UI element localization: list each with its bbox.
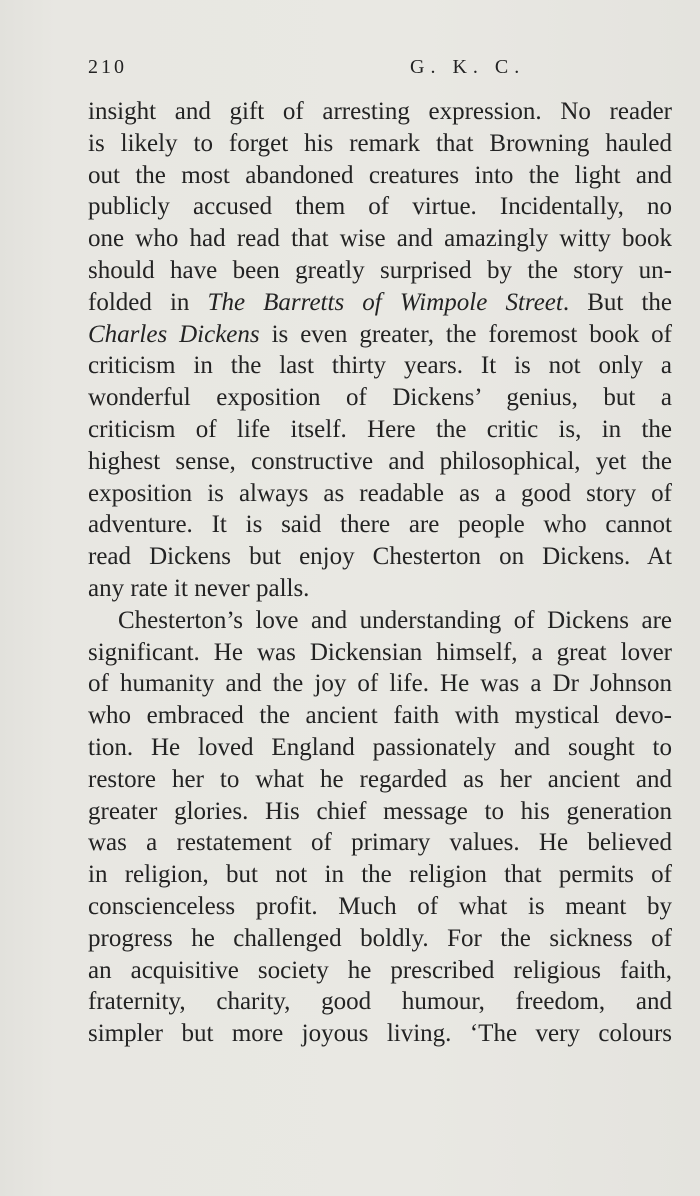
text-line <box>88 287 672 319</box>
text-line-post: . But the <box>562 288 672 316</box>
text-line: significant. He was Dickensian himself, a great lover <box>88 638 672 666</box>
text-line: was a restatement of primary values. He believed <box>88 829 672 857</box>
text-line: one who had read that wise and amazingly witty book <box>88 225 672 253</box>
text-line: who embraced the ancient faith with mystical devo- <box>88 702 672 730</box>
text-line: publicly accused them of virtue. Incidentally, no <box>88 193 672 221</box>
text-line: fraternity, charity, good humour, freedom, and <box>88 988 672 1016</box>
body-text <box>88 96 672 1050</box>
text-line: Chesterton’s love and understanding of Dickens are <box>118 606 672 634</box>
text-line: tion. He loved England passionately and sought to <box>88 733 672 761</box>
text-line: any rate it never palls. <box>88 574 310 602</box>
text-line-pre: folded in <box>88 288 208 316</box>
text-line: conscienceless profit. Much of what is meant by <box>88 892 672 920</box>
text-line: in religion, but not in the religion that permits of <box>88 861 672 889</box>
text-line: greater glories. His chief message to his generation <box>88 797 672 825</box>
text-line: insight and gift of arresting expression. No reader <box>88 98 672 125</box>
running-title: G. K. C. <box>410 56 526 78</box>
text-line: out the most abandoned creatures into the light and <box>88 161 672 189</box>
text-line <box>88 319 672 351</box>
text-line: criticism of life itself. Here the critic is, in the <box>88 415 672 443</box>
text-line: criticism in the last thirty years. It is not only a <box>88 352 672 380</box>
text-line: should have been greatly surprised by the story un- <box>88 256 672 284</box>
text-line: simpler but more joyous living. ‘The very colours <box>88 1020 672 1048</box>
text-line: exposition is always as readable as a good story of <box>88 479 672 507</box>
book-title-barretts: The Barretts of Wimpole Street <box>207 288 563 316</box>
text-line: is likely to forget his remark that Browning hauled <box>88 129 672 157</box>
text-line: progress he challenged boldly. For the sickness of <box>88 924 672 952</box>
page-number: 210 <box>88 56 127 78</box>
text-line: an acquisitive society he prescribed religious faith, <box>88 956 672 984</box>
text-line: highest sense, constructive and philosophical, yet the <box>88 447 672 475</box>
text-line: wonderful exposition of Dickens’ genius, but a <box>88 384 672 412</box>
text-line: of humanity and the joy of life. He was a Dr Johnson <box>88 670 672 698</box>
running-head <box>88 56 672 82</box>
text-line: read Dickens but enjoy Chesterton on Dickens. At <box>88 543 672 571</box>
text-line: restore her to what he regarded as her ancient and <box>88 765 672 793</box>
book-title-charles-dickens: Charles Dickens <box>88 320 260 348</box>
text-line-post: is even greater, the foremost book of <box>259 320 672 348</box>
text-line: adventure. It is said there are people who cannot <box>88 511 672 539</box>
